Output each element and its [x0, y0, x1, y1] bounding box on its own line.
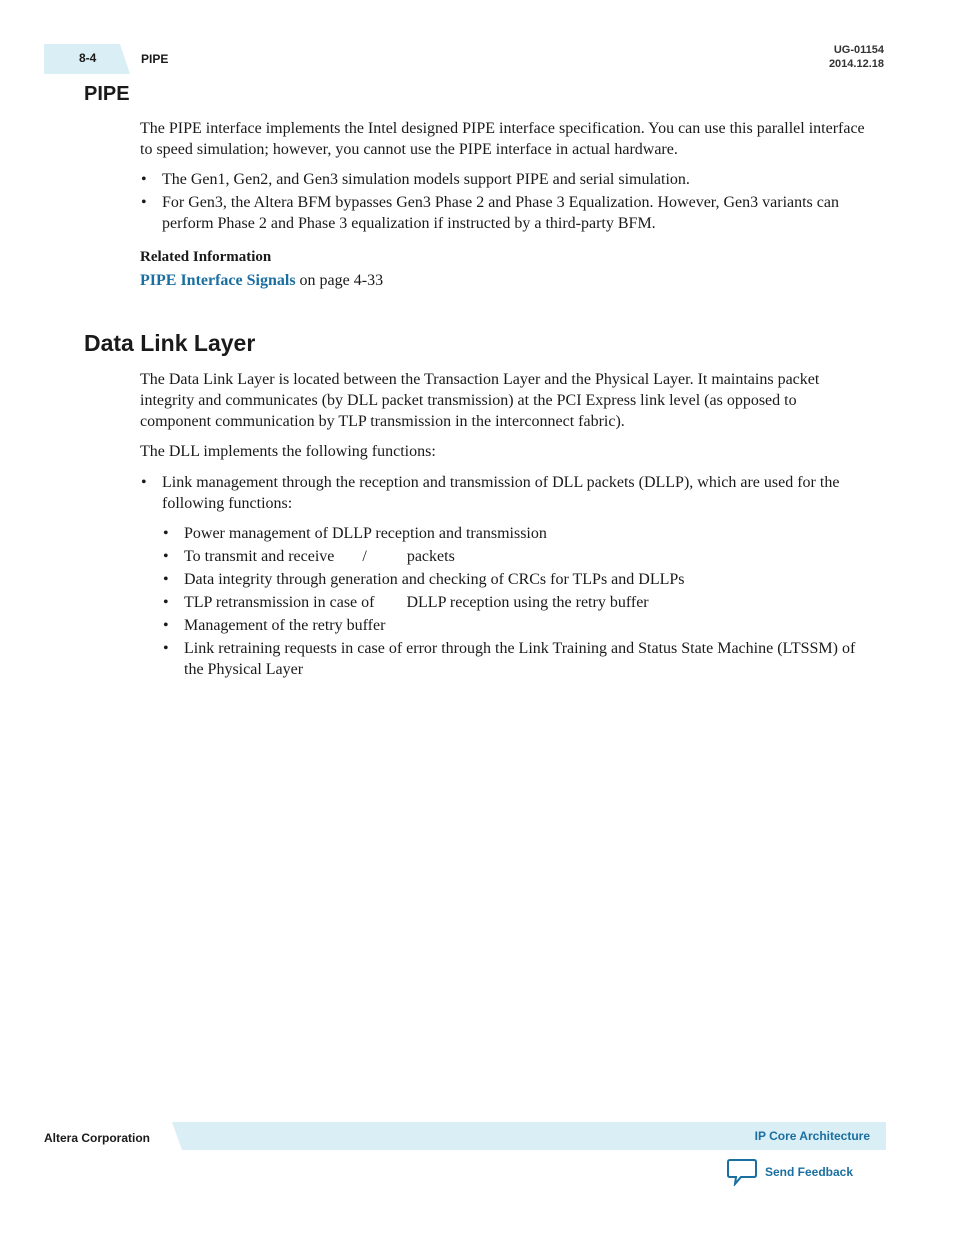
related-link-page-ref: on page 4-33 [295, 272, 384, 289]
dll-section [140, 369, 870, 682]
pipe-interface-signals-link[interactable]: PIPE Interface Signals [140, 272, 296, 289]
related-information [140, 247, 870, 291]
doc-id: UG-01154 [833, 44, 884, 56]
data-link-layer-heading: Data Link Layer [84, 330, 256, 356]
pipe-heading: PIPE [84, 83, 130, 105]
dll-bullet-text: Link management through the reception and transmission of DLL packets (DLLP), which are used for the following functions: [162, 474, 840, 512]
footer-company: Altera Corporation [44, 1131, 151, 1145]
dll-paragraph-1: The Data Link Layer is located between the Transaction Layer and the Physical Layer. It maintains packet integrity and communicates (by DLL packet transmission) at the PCI Express link level (as opposed to component communication by TLP transmission in the interconnect fabric). [140, 371, 820, 430]
list-item: • The Gen1, Gen2, and Gen3 simulation models support PIPE and serial simulation. [140, 169, 870, 190]
list-item: • Management of the retry buffer [162, 615, 870, 636]
doc-info [829, 43, 884, 71]
list-item: • TLP retransmission in case of DLLP reception using the retry buffer [162, 592, 870, 613]
related-information-title: Related Information [140, 249, 272, 265]
pipe-intro: The PIPE interface implements the Intel designed PIPE interface specification. You can use this parallel interface to speed simulation; however, you cannot use the PIPE interface in actual hardware. [140, 120, 865, 158]
dll-bullet-list [140, 472, 870, 680]
send-feedback-label: Send Feedback [765, 1165, 854, 1179]
dll-paragraph-2: The DLL implements the following functions: [140, 443, 436, 460]
list-item: • To transmit and receive / packets [162, 546, 870, 567]
doc-date: 2014.12.18 [828, 58, 884, 70]
send-feedback-link[interactable] [727, 1158, 853, 1186]
list-item: • For Gen3, the Altera BFM bypasses Gen3 Phase 2 and Phase 3 Equalization. However, Gen3 variants can perform Phase 2 and Phase 3 equalization if instructed by a third-party BFM. [140, 192, 870, 234]
pipe-section [140, 118, 870, 291]
pipe-bullet-list [140, 169, 870, 234]
page-number: 8-4 [79, 51, 97, 65]
footer-section-title: IP Core Architecture [754, 1129, 870, 1143]
header-section-title: PIPE [141, 52, 169, 66]
list-item: • Link retraining requests in case of error through the Link Training and Status State Machine (LTSSM) of the Physical Layer [162, 638, 870, 680]
dll-sub-bullet-list [162, 523, 870, 680]
list-item: • Power management of DLLP reception and transmission [162, 523, 870, 544]
speech-bubble-icon [727, 1158, 757, 1186]
list-item [140, 472, 870, 680]
list-item: • Data integrity through generation and checking of CRCs for TLPs and DLLPs [162, 569, 870, 590]
related-information-entry [140, 270, 870, 291]
